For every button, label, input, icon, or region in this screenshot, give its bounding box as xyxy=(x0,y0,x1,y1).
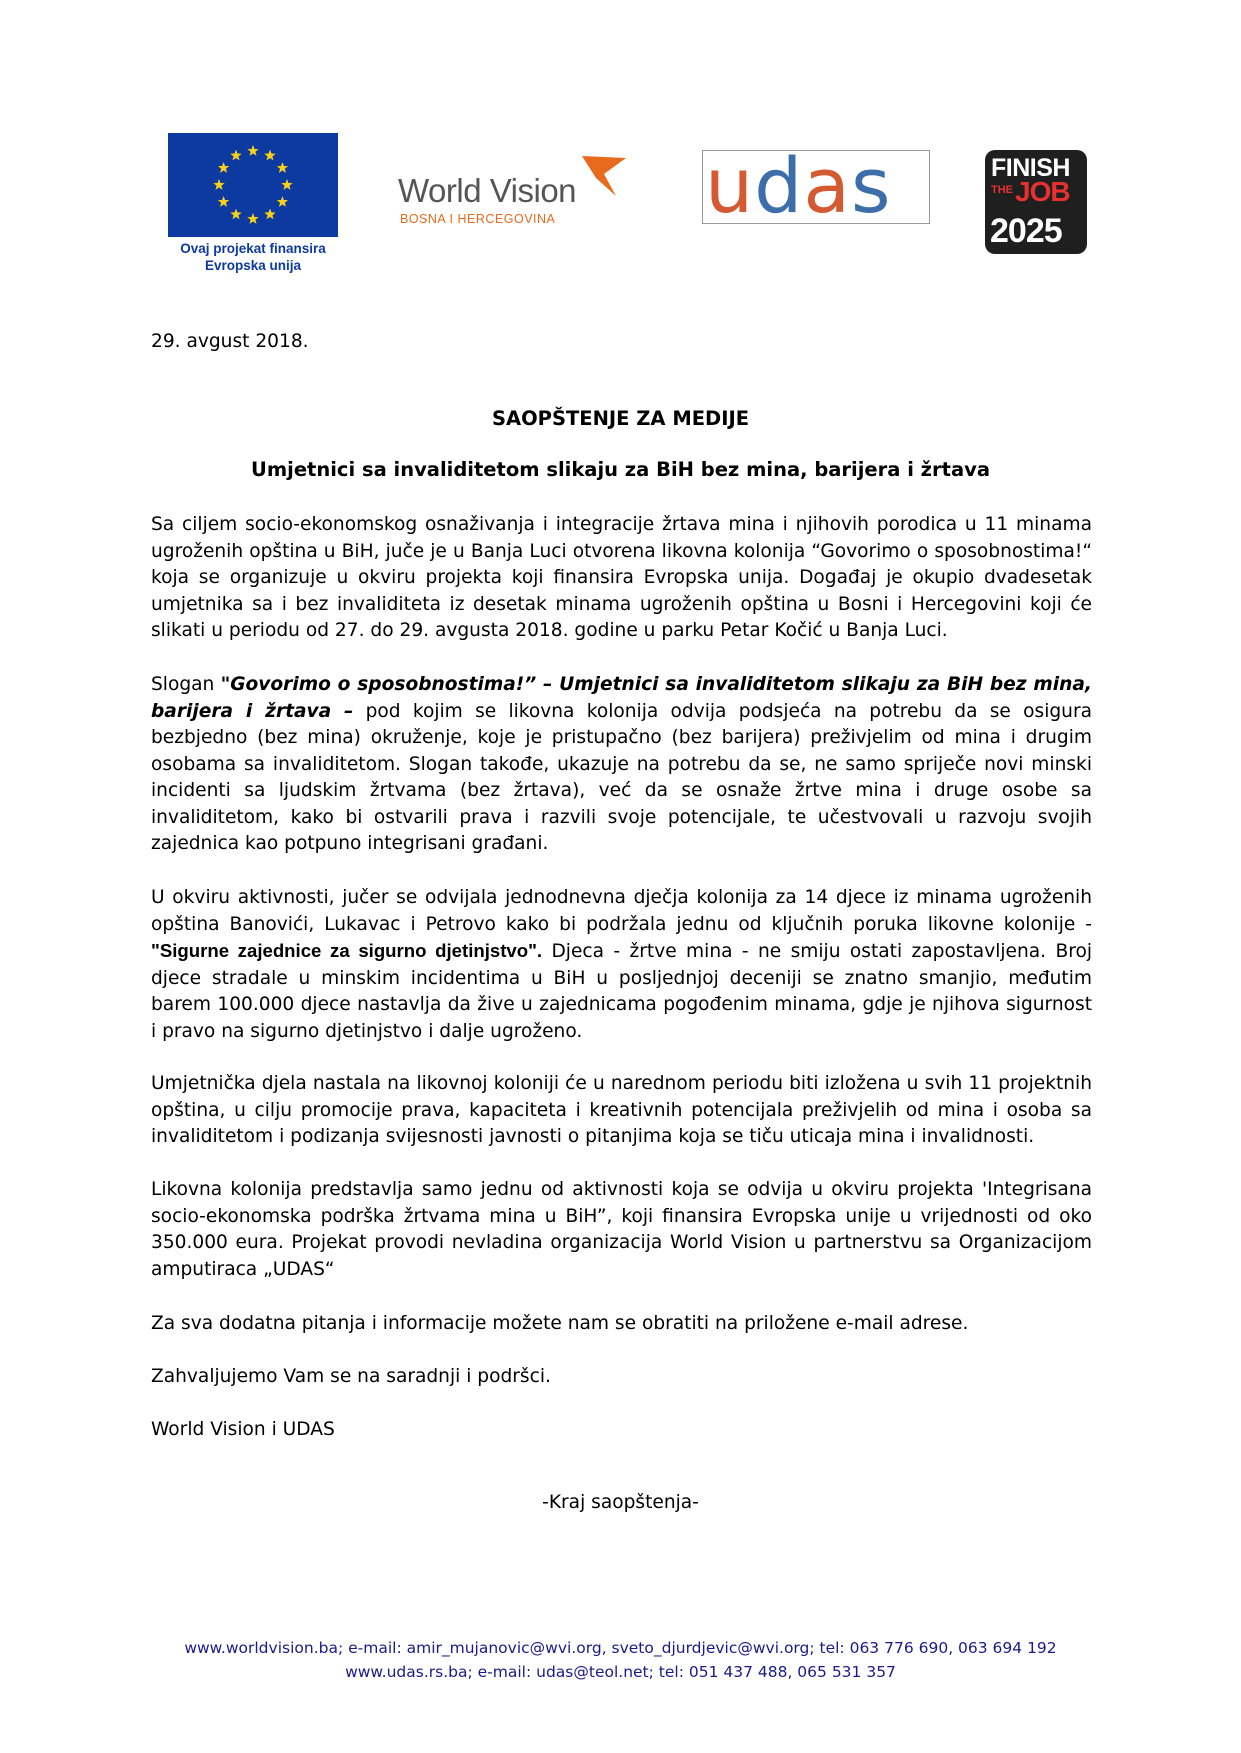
world-vision-sub: BOSNA I HERCEGOVINA xyxy=(400,212,556,226)
paragraph-1: Sa ciljem socio-ekonomskog osnaživanja i integracije žrtava mina i njihovih porodica u 11 minama ugroženih opština u BiH, juče je u Banja Luci otvorena likovna kolonija “Govorimo o sposobnostima!“ koja se organizuje u okviru projekta koji finansira Evropska unija. Događaj je okupio dvadesetak umjetnika sa i bez invaliditeta iz desetak minama ugroženih opština u Bosni i Hercegovini koji će slikati u periodu od 27. do 29. avgusta 2018. godine u parku Petar Kočić u Banja Luci. xyxy=(151,514,1092,641)
paragraph-3-body: Djeca - žrtve mina - ne smiju ostati zapostavljena. Broj djece stradale u minskim incidentima u BiH u posljednjoj deceniji se znatno smanjio, međutim barem 100.000 djece nastavlja da žive u zajednicama pogođenim minama, gdje je njihova sigurnost i pravo na sigurno djetinjstvo i dalje ugroženo. xyxy=(151,941,1092,1042)
paragraph-7: Zahvaljujemo Vam se na saradnji i podršci. xyxy=(151,1366,551,1387)
paragraph-6: Za sva dodatna pitanja i informacije možete nam se obratiti na priložene e-mail adrese. xyxy=(151,1313,969,1334)
paragraph-3 xyxy=(151,885,1092,1045)
press-release-subtitle: Umjetnici sa invaliditetom slikaju za BiH bez mina, barijera i žrtava xyxy=(250,458,990,481)
signature: World Vision i UDAS xyxy=(151,1419,335,1440)
udas-wordmark: udas xyxy=(705,141,892,230)
paragraph-2-body: pod kojim se likovna kolonija odvija podsjeća na potrebu da se osigura bezbjedno (bez mina) okruženje, koje je pristupačno (bez barijera) preživjelim od mina i drugim osobama sa invaliditetom. Slogan takođe, ukazuje na potrebu da se, ne samo spriječe novi minski incidenti sa ljudskim žrtvama (bez žrtava), već da se osnaže žrtve mina i druge osobe sa invaliditetom, kako bi ostvarili prava i razvili svoje potencijale, te učestvovali u razvoju svojih zajednica kao potpuno integrisani građani. xyxy=(151,700,1092,854)
footer-contacts xyxy=(0,1636,1241,1684)
paragraph-2 xyxy=(151,672,1092,858)
eu-caption-line1: Ovaj projekat finansira xyxy=(180,241,326,256)
world-vision-star-icon xyxy=(580,154,628,198)
paragraph-3-lead: U okviru aktivnosti, jučer se odvijala jednodnevna dječja kolonija za 14 djece iz minama ugroženih opština Banovići, Lukavac i Petrovo kako bi podržala jednu od ključnih poruka likovne kolonije - xyxy=(151,887,1092,935)
ftj-finish: FINISH xyxy=(991,154,1070,182)
udas-logo xyxy=(702,141,930,230)
ftj-year: 2025 xyxy=(990,212,1062,250)
paragraph-2-lead: Slogan xyxy=(151,674,221,695)
eu-star xyxy=(213,179,224,190)
paragraph-5: Likovna kolonija predstavlja samo jednu od aktivnosti koja se odvija u okviru projekta 'Integrisana socio-ekonomska podrška žrtvama mina u BiH”, koji finansira Evropska unije u vrijednosti od oko 350.000 eura. Projekat provodi nevladina organizacija World Vision u partnerstvu sa Organizacijom amputiraca „UDAS“ xyxy=(151,1179,1092,1280)
eu-star xyxy=(247,213,258,224)
eu-star xyxy=(264,150,275,161)
logo-bar xyxy=(0,0,1241,300)
eu-star xyxy=(230,208,241,219)
eu-star xyxy=(277,162,288,173)
paragraph-3-quote: "Sigurne zajednice za sigurno djetinjstvo". xyxy=(151,940,543,961)
end-of-release: -Kraj saopštenja- xyxy=(542,1492,699,1513)
eu-stars-icon xyxy=(168,133,338,237)
world-vision-name: World Vision xyxy=(398,172,577,209)
paragraph-4: Umjetnička djela nastala na likovnoj koloniji će u narednom periodu biti izložena u svih 11 projektnih opština, u cilju promocije prava, kapaciteta i kreativnih potencijala preživjelih od mina i osoba sa invaliditetom i podizanja svijesnosti javnosti o pitanjima koja se tiču uticaja mina i invalidnosti. xyxy=(151,1073,1092,1147)
eu-star xyxy=(247,145,258,156)
eu-star xyxy=(230,150,241,161)
eu-star xyxy=(264,208,275,219)
footer-line-1: www.worldvision.ba; e-mail: amir_mujanovic@wvi.org, sveto_djurdjevic@wvi.org; tel: 063 776 690, 063 694 192 xyxy=(184,1639,1057,1657)
eu-star xyxy=(281,179,292,190)
eu-star xyxy=(277,196,288,207)
paragraph-2-slogan: "Govorimo o sposobnostima!” – Umjetnici sa invaliditetom slikaju za BiH bez mina, barijera i žrtava – xyxy=(151,674,1092,722)
press-release-title: SAOPŠTENJE ZA MEDIJE xyxy=(491,407,750,430)
eu-caption xyxy=(168,240,338,274)
ftj-the: THE xyxy=(991,184,1013,196)
eu-flag xyxy=(168,133,338,237)
finish-the-job-logo xyxy=(985,150,1087,254)
press-release-date: 29. avgust 2018. xyxy=(151,331,309,352)
footer-line-2: www.udas.rs.ba; e-mail: udas@teol.net; tel: 051 437 488, 065 531 357 xyxy=(345,1663,896,1681)
eu-logo xyxy=(168,133,338,274)
ftj-job: JOB xyxy=(1015,176,1070,207)
world-vision-logo xyxy=(398,154,628,230)
eu-star xyxy=(218,196,229,207)
eu-star xyxy=(218,162,229,173)
eu-caption-line2: Evropska unija xyxy=(204,258,302,273)
